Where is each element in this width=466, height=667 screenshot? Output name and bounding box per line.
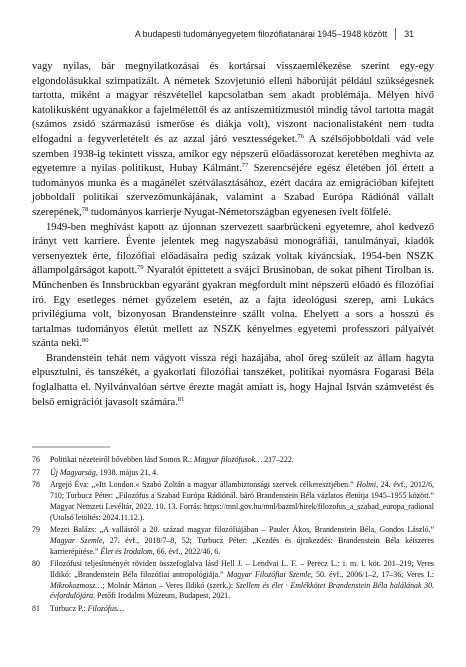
footnote-italic-segment: Mikrokozmosz… bbox=[50, 580, 103, 590]
main-text bbox=[32, 60, 434, 410]
running-title: A budapesti tudományegyetem filozófiatanárai 1945–1948 között bbox=[134, 29, 388, 39]
footnote-number: 77 bbox=[32, 467, 40, 477]
footnote-italic-segment: Magyar Szemle bbox=[50, 535, 103, 545]
footnote-number: 79 bbox=[32, 525, 40, 535]
p1-text-d: tudományos karrierje Nyugat-Németországban egyenesen ívelt fölfelé. bbox=[88, 206, 391, 218]
footnote-rule bbox=[32, 446, 434, 448]
footnote-italic-segment: Magyar Filozófiai Szemle bbox=[226, 570, 311, 580]
p1-text-c: Szerencséjére egész életében jól értett a tudományos munka és a magánélet szétválasztásához, ezért dacára az emigrációban kifejtett jobboldali politikai szervezőmunkájának, valamint a Szabad Európa Rádiónál vállalt szerepének, bbox=[32, 163, 434, 218]
footnote-italic-segment: Szellem és élet · Emlékkötet Brandenstein Béla halálának 30. évfordulójára bbox=[50, 580, 436, 601]
footnote-number: 81 bbox=[32, 604, 40, 614]
footnote-ref-78[interactable]: 78 bbox=[81, 205, 89, 213]
footnote-segment: Politikai nézeteiről bővebben lásd Somos R.: bbox=[50, 455, 194, 464]
footnote-ref-77[interactable]: 77 bbox=[241, 162, 249, 170]
footnote-segment: Turbucz P.: bbox=[50, 604, 88, 614]
footnote-segment: , 24. évf., 2012/6, 710; Turbucz Péter: „Filozófus a Szabad Európa Rádiónál. báró Brandenstein Béla vázlatos életútja 1945–1955 között.” Magyar Nemzeti Levéltár, 2022. 10. 13. Forrás: https://mnl.gov.hu/mnl/bazml/hirek/filozofus_a_szabad_europa_radional (Utolsó letöltés: 2024.11.12.). bbox=[50, 480, 436, 522]
footnote-text bbox=[50, 604, 434, 615]
header-separator bbox=[395, 28, 396, 40]
footnote-segment: , 66. évf., 2022/46, 6. bbox=[152, 546, 221, 556]
footnote-italic-segment: Élet és Irodalom bbox=[100, 546, 153, 556]
footnote-ref-76[interactable]: 76 bbox=[297, 132, 304, 140]
p1-text-a: vagy nyilas, bár megnyilatkozásai és kortársai visszaemlékezése szerint egy-egy elgondolásukkal szimpatizált. A németek Szovjetunió elleni háborúját például szükségesnek tartotta, miként a magyar részvétellel kapcsolatban sem akadt problémája. Mélyen hívő katolikusként ugyanakkor a fajelmélettől és az antiszemitizmustól mindig távol tartotta magát (számos zsidó származású ismerőse és diákja volt), viszont nacionalistaként nem tudta elfogadni a fegyverletételt és az azzal járó vesztességeket. bbox=[32, 61, 434, 145]
footnote-number: 80 bbox=[32, 559, 40, 569]
footnote-text bbox=[50, 480, 434, 523]
footnote-segment: , 27. évf., 2018/7–8, 52; Turbucz Péter: „Kezdés és újrakezdés: Brandenstein Béla kétszeres karrierépítése.” bbox=[50, 535, 436, 556]
footnote-81 bbox=[32, 604, 434, 615]
p1-text-b: A szélsőjobboldali vád vele szemben 1938-ig tekintett vissza, amikor egy népszerű előadássorozat keretében meghívta az egyetemre a nyilas politikust, Hubay Kálmánt. bbox=[32, 133, 434, 175]
footnote-italic-segment: Új Magyarság bbox=[50, 467, 96, 477]
footnote-segment: , 50. évf., 2006/1–2, 17–36; Veres I.: bbox=[310, 570, 436, 580]
footnote-text bbox=[50, 468, 434, 479]
footnote-78 bbox=[32, 480, 434, 523]
footnote-ref-79[interactable]: 79 bbox=[137, 264, 144, 272]
footnote-80 bbox=[32, 559, 434, 602]
footnotes bbox=[32, 455, 434, 617]
footnote-number: 78 bbox=[32, 480, 40, 490]
footnote-76 bbox=[32, 455, 434, 466]
footnote-text bbox=[50, 559, 434, 602]
footnote-segment: Filozófusi teljesítményét röviden összefoglalva lásd Hell J. – Lendvai L. F. – Perecz L.: i. m. I. köt. 201–219; Veres Ildikó: „Brandenstein Béla filozófiai antropológiája.” bbox=[50, 559, 436, 580]
footnote-ref-81[interactable]: 81 bbox=[177, 395, 185, 403]
footnote-text bbox=[50, 525, 434, 557]
footnote-number: 76 bbox=[32, 455, 40, 464]
p2-text-b: Nyaralót építtetett a svájci Brusinoban, de sokat pihent Tirolban is. Münchenben és Innsbruckban egyaránt gyakran megfordult mint népszerű előadó és filozófiai író. Egy esetleges német győzelem esetén, az a fajta ideológusi szerep, ami Lukács privilégiuma volt, bizonyosan Brandensteinre szállt volna. Ehelyett a sors a hosszú és tartalmas tudományos életút mellett az NSZK kényelmes egyetemi professzori pályaívét szánta neki. bbox=[32, 265, 435, 350]
footnote-segment: Mezei Balázs: „A vallásról a 20. század magyar filozófiájában – Pauler Ákos, Brandenstein Béla, Gondos László.” bbox=[50, 525, 436, 535]
paragraph-2 bbox=[32, 221, 434, 352]
footnote-italic-segment: Holmi bbox=[356, 480, 377, 490]
footnote-text bbox=[50, 455, 434, 466]
p2-text-a: 1949-ben meghívást kapott az újonnan szervezett saarbrückeni egyetemre, ahol kedvező irányt vett karriere. Éventе jelentek meg nagyszabású monográfiái, tanulmányai, kiadók versenyeztek érte, filozófiai előadásaira pedig százak voltak kíváncsiak. 1954-ben NSZK állampolgárságot kapott. bbox=[32, 221, 434, 277]
footnote-italic-segment: Filozófus… bbox=[87, 604, 125, 614]
footnote-79 bbox=[32, 525, 434, 557]
footnote-italic-segment: Magyar filozófusok… bbox=[194, 455, 263, 464]
footnote-segment: 217–222. bbox=[262, 455, 294, 464]
paragraph-3 bbox=[32, 352, 434, 410]
footnote-segment: . Petőfi Irodalmi Múzeum, Budapest, 2021. bbox=[93, 591, 231, 601]
footnote-ref-80[interactable]: 80 bbox=[82, 337, 89, 345]
footnote-77 bbox=[32, 468, 434, 479]
page-number: 31 bbox=[404, 29, 414, 39]
footnote-segment: , 1938. május 21, 4. bbox=[95, 467, 159, 477]
paragraph-1 bbox=[32, 60, 434, 221]
footnote-segment: Argejó Éva: „»Itt London.« Szabó Zoltán a magyar állambiztonsági szervek célkeresztjében.” bbox=[50, 480, 357, 490]
footnote-segment: ; Molnár Márton – Veres Ildikó (szerk.): bbox=[102, 580, 236, 590]
running-header bbox=[32, 26, 414, 42]
p3-text-a: Brandenstein tehát nem vágyott vissza régi hazájába, ahol öreg szüleit az állam hagyta elpusztulni, és tanszékét, a gyakorlati filozófiai tanszéket, politikai nyomásra Fogarasi Béla foglalhatta el. Nyilvánvalóan sértve érezte magát amiatt is, hogy Hajnal István számvetést és belső emigrációt javasolt számára. bbox=[32, 352, 434, 408]
